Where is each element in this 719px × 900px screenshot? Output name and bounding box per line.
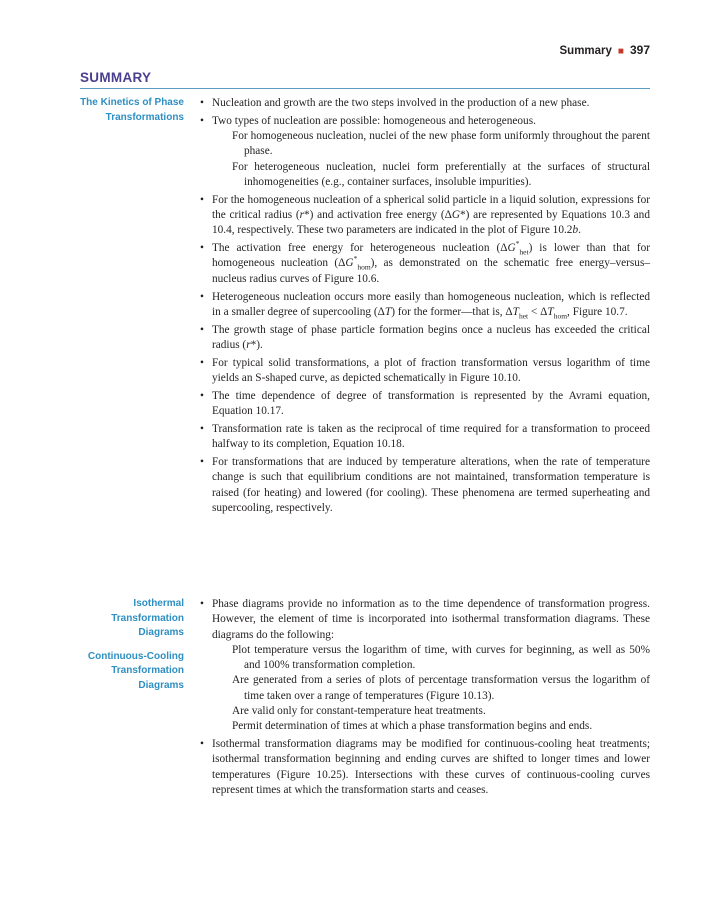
list-item: • Two types of nucleation are possible: homogeneous and heterogeneous. For homogeneous nucleation, nuclei of the new phase form uniformly throughout the parent phase. For heterogeneous nucleation, nuclei form preferentially at the surfaces of structural inhomogeneities (e.g., container surfaces, insoluble impurities). [200,114,650,190]
list-item: • The growth stage of phase particle formation begins once a nucleus has exceeded the critical radius (r*). [200,323,650,354]
isothermal-list [200,597,650,798]
sub-item: Plot temperature versus the logarithm of time, with curves for beginning, as well as 50% and 100% transformation completion. [232,643,650,672]
list-item: • The time dependence of degree of transformation is represented by the Avrami equation, Equation 10.17. [200,389,650,420]
list-item: • Heterogeneous nucleation occurs more easily than homogeneous nucleation, which is reflected in a smaller degree of supercooling (ΔT) for the former—that is, $\Delta T_{het} < \Delta T_{hom}$, Figure 10.7. [200,290,650,321]
sidebar-kinetics [80,96,184,125]
sidebar-label: Isothermal [133,598,184,609]
list-item: • For typical solid transformations, a plot of fraction transformation versus logarithm of time yields an S-shaped curve, as depicted schematically in Figure 10.10. [200,356,650,387]
sidebar-label: Transformation [111,612,184,624]
sidebar-label: Transformation [111,665,184,676]
header-separator-icon: ■ [617,46,624,57]
list-item: • Isothermal transformation diagrams may be modified for continuous-cooling heat treatments; isothermal transformation beginning and ending curves are shifted to longer times and lower temperatures (Figure 10.25). Intersections with these curves of continuous-cooling curves represent times at which the transformation starts and ceases. [200,737,650,798]
page-number: 397 [629,43,650,57]
list-item: • Transformation rate is taken as the reciprocal of time required for a transformation to proceed halfway to its completion, Equation 10.18. [200,422,650,453]
sub-item: For homogeneous nucleation, nuclei of the new phase form uniformly throughout the parent phase. [232,130,650,158]
list-item: • For transformations that are induced by temperature alterations, when the rate of temperature change is such that equilibrium conditions are not maintained, transformation temperature is raised (for heating) and lowered (for cooling). These phenomena are termed superheating and supercooling, respectively. [200,455,650,516]
sidebar-label: Diagrams [138,627,184,638]
summary-title: SUMMARY [80,70,152,85]
sidebar-label: Continuous-Cooling [87,650,184,662]
running-header [560,43,651,57]
list-item: • For the homogeneous nucleation of a spherical solid particle in a liquid solution, expressions for the critical radius (r*) and activation free energy (ΔG*) are represented by Equations 10.3 and 10.4, respectively. These two parameters are indicated in the plot of Figure 10.2b. [200,193,650,239]
header-section: Summary [559,45,612,57]
list-item: • The activation free energy for heterogeneous nucleation $(\Delta G^*_{het})$ is lower than that for homogeneous nucleation $(\Delta G^*_{hom})$, as demonstrated on the schematic free energy–versus–nucleus radius curves of Figure 10.6. [200,241,650,287]
sidebar-label: The Kinetics of Phase [80,97,184,108]
sidebar-label: Transformations [105,111,184,123]
sub-item: For heterogeneous nucleation, nuclei form preferentially at the surfaces of structural inhomogeneities (e.g., container surfaces, insoluble impurities). [232,160,650,188]
sub-item: Permit determination of times at which a phase transformation begins and ends. [232,720,593,733]
sub-item: Are generated from a series of plots of percentage transformation versus the logarithm of time taken over a range of temperatures (Figure 10.13). [232,674,650,702]
title-rule [80,88,650,89]
sub-item: Are valid only for constant-temperature heat treatments. [232,705,486,718]
list-item: • Phase diagrams provide no information as to the time dependence of transformation progress. However, the element of time is incorporated into isothermal transformation diagrams. These diagrams do the following: Plot temperature versus the logarithm of time, with curves for beginning, as well as 50% and 100% transformation completion. Are generated from a series of plots of percentage transformation versus the logarithm of time taken over a range of temperatures (Figure 10.13). Are valid only for constant-temperature heat treatments. Permit determination of times at which a phase transformation begins and ends. [200,597,650,735]
kinetics-section [200,96,650,519]
isothermal-section [200,597,650,801]
sidebar-isothermal [88,597,184,693]
list-item: • Nucleation and growth are the two steps involved in the production of a new phase. [200,96,650,111]
sidebar-label: Diagrams [138,679,184,691]
kinetics-list [200,96,650,516]
